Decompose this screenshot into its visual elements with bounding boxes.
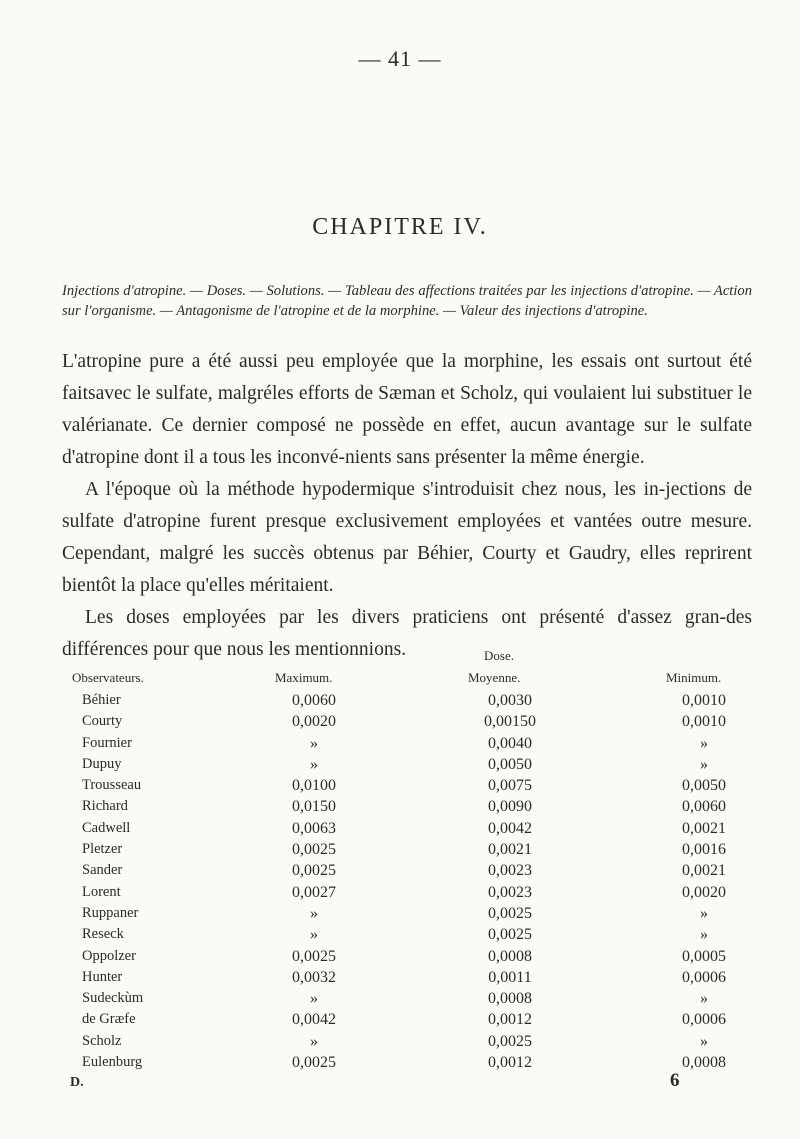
observer-cell: de Græfe bbox=[82, 1011, 136, 1028]
table-row bbox=[62, 713, 762, 734]
minimum-cell: 0,0008 bbox=[682, 1054, 726, 1072]
moyenne-cell: 0,0023 bbox=[488, 862, 532, 880]
table-row bbox=[62, 884, 762, 905]
table-row bbox=[62, 841, 762, 862]
signature-mark: D. bbox=[70, 1075, 84, 1090]
minimum-cell: 0,0005 bbox=[682, 947, 726, 965]
observer-cell: Dupuy bbox=[82, 755, 122, 772]
maximum-cell: 0,0025 bbox=[292, 1054, 336, 1072]
observer-cell: Fournier bbox=[82, 734, 132, 751]
table-body bbox=[62, 692, 762, 1075]
moyenne-cell: 0,0090 bbox=[488, 798, 532, 816]
minimum-cell: » bbox=[700, 990, 708, 1008]
table-row bbox=[62, 1011, 762, 1032]
minimum-cell: 0,0020 bbox=[682, 883, 726, 901]
observer-cell: Oppolzer bbox=[82, 947, 136, 964]
table-row bbox=[62, 820, 762, 841]
observer-cell: Richard bbox=[82, 798, 128, 815]
observer-cell: Ruppaner bbox=[82, 904, 139, 921]
moyenne-cell: 0,0008 bbox=[488, 990, 532, 1008]
minimum-cell: » bbox=[700, 1032, 708, 1050]
observer-cell: Reseck bbox=[82, 926, 124, 943]
maximum-cell: 0,0020 bbox=[292, 713, 336, 731]
moyenne-cell: 0,0023 bbox=[488, 883, 532, 901]
table-row bbox=[62, 735, 762, 756]
maximum-cell: 0,0025 bbox=[292, 841, 336, 859]
header-maximum: Maximum. bbox=[275, 670, 333, 685]
maximum-cell: 0,0027 bbox=[292, 883, 336, 901]
observer-cell: Hunter bbox=[82, 968, 123, 985]
minimum-cell: 0,0010 bbox=[682, 692, 726, 709]
observer-cell: Trousseau bbox=[82, 777, 142, 794]
page-number: — 41 — bbox=[358, 46, 442, 71]
observer-cell: Sander bbox=[82, 862, 123, 879]
observer-cell: Sudeckùm bbox=[82, 990, 144, 1007]
chapter-summary: Injections d'atropine. — Doses. — Solutions. — Tableau des affections traitées par les injections d'atropine. — Action sur l'organisme. — Antagonisme de l'atropine et de la morphine. — Valeur des injections d'atropine. bbox=[62, 283, 752, 319]
observer-cell: Pletzer bbox=[82, 841, 123, 858]
header-moyenne: Moyenne. bbox=[468, 670, 521, 685]
observer-cell: Courty bbox=[82, 713, 123, 730]
dose-table bbox=[62, 636, 762, 1075]
minimum-cell: 0,0006 bbox=[682, 968, 726, 986]
moyenne-cell: 0,0075 bbox=[488, 777, 532, 795]
observer-cell: Scholz bbox=[82, 1032, 122, 1049]
moyenne-cell: 0,0042 bbox=[488, 819, 532, 837]
table-row bbox=[62, 1054, 762, 1075]
moyenne-cell: 0,0050 bbox=[488, 755, 532, 773]
table-header bbox=[62, 636, 762, 692]
maximum-cell: 0,0025 bbox=[292, 947, 336, 965]
header-minimum: Minimum. bbox=[666, 670, 722, 685]
header-observers: Observateurs. bbox=[72, 670, 144, 685]
moyenne-cell: 0,0025 bbox=[488, 904, 532, 922]
table-row bbox=[62, 990, 762, 1011]
table-row bbox=[62, 777, 762, 798]
moyenne-cell: 0,0021 bbox=[488, 841, 532, 859]
observer-cell: Béhier bbox=[82, 692, 121, 708]
minimum-cell: 0,0021 bbox=[682, 819, 726, 837]
table-row bbox=[62, 926, 762, 947]
table-row bbox=[62, 905, 762, 926]
observer-cell: Cadwell bbox=[82, 819, 131, 836]
moyenne-cell: 0,0030 bbox=[488, 692, 532, 709]
maximum-cell: » bbox=[310, 990, 318, 1008]
moyenne-cell: 0,0025 bbox=[488, 926, 532, 944]
minimum-cell: » bbox=[700, 926, 708, 944]
moyenne-cell: 0,0011 bbox=[488, 968, 532, 986]
minimum-cell: 0,0010 bbox=[682, 713, 726, 731]
maximum-cell: » bbox=[310, 904, 318, 922]
minimum-cell: 0,0006 bbox=[682, 1011, 726, 1029]
table-row bbox=[62, 862, 762, 883]
body-text bbox=[62, 346, 752, 666]
header-dose: Dose. bbox=[484, 648, 514, 663]
paragraph: Les doses employées par les divers praticiens ont présenté d'assez gran-des différences pour que nous les mentionnions. bbox=[62, 607, 752, 660]
minimum-cell: 0,0016 bbox=[682, 841, 726, 859]
table-row bbox=[62, 948, 762, 969]
paragraph: A l'époque où la méthode hypodermique s'introduisit chez nous, les in-jections de sulfate d'atropine furent presque exclusivement employées et vantées outre mesure. Cependant, malgré les succès obtenus par Béhier, Courty et Gaudry, elles reprirent bientôt la place qu'elles méritaient. bbox=[62, 479, 752, 596]
maximum-cell: » bbox=[310, 1032, 318, 1050]
table-row bbox=[62, 798, 762, 819]
paragraph: L'atropine pure a été aussi peu employée que la morphine, les essais ont surtout été faitsavec le sulfate, malgréles efforts de Sæman et Scholz, qui voulaient lui substituer le valérianate. Ce dernier composé ne possède en effet, aucun avantage sur le sulfate d'atropine dont il a tous les inconvé-nients sans présenter la même énergie. bbox=[62, 351, 752, 468]
moyenne-cell: 0,00150 bbox=[484, 713, 536, 731]
maximum-cell: 0,0032 bbox=[292, 968, 336, 986]
signature-number: 6 bbox=[670, 1070, 680, 1091]
moyenne-cell: 0,0040 bbox=[488, 734, 532, 752]
observer-cell: Lorent bbox=[82, 883, 121, 900]
maximum-cell: 0,0150 bbox=[292, 798, 336, 816]
maximum-cell: 0,0100 bbox=[292, 777, 336, 795]
maximum-cell: 0,0063 bbox=[292, 819, 336, 837]
maximum-cell: 0,0042 bbox=[292, 1011, 336, 1029]
table-row bbox=[62, 692, 762, 713]
minimum-cell: » bbox=[700, 734, 708, 752]
moyenne-cell: 0,0008 bbox=[488, 947, 532, 965]
chapter-title: CHAPITRE IV. bbox=[312, 214, 488, 240]
observer-cell: Eulenburg bbox=[82, 1054, 143, 1071]
maximum-cell: 0,0025 bbox=[292, 862, 336, 880]
moyenne-cell: 0,0012 bbox=[488, 1054, 532, 1072]
maximum-cell: » bbox=[310, 734, 318, 752]
maximum-cell: 0,0060 bbox=[292, 692, 336, 709]
moyenne-cell: 0,0012 bbox=[488, 1011, 532, 1029]
table-row bbox=[62, 756, 762, 777]
minimum-cell: 0,0021 bbox=[682, 862, 726, 880]
table-row bbox=[62, 1033, 762, 1054]
minimum-cell: » bbox=[700, 755, 708, 773]
minimum-cell: » bbox=[700, 904, 708, 922]
maximum-cell: » bbox=[310, 755, 318, 773]
minimum-cell: 0,0060 bbox=[682, 798, 726, 816]
moyenne-cell: 0,0025 bbox=[488, 1032, 532, 1050]
table-row bbox=[62, 969, 762, 990]
minimum-cell: 0,0050 bbox=[682, 777, 726, 795]
maximum-cell: » bbox=[310, 926, 318, 944]
